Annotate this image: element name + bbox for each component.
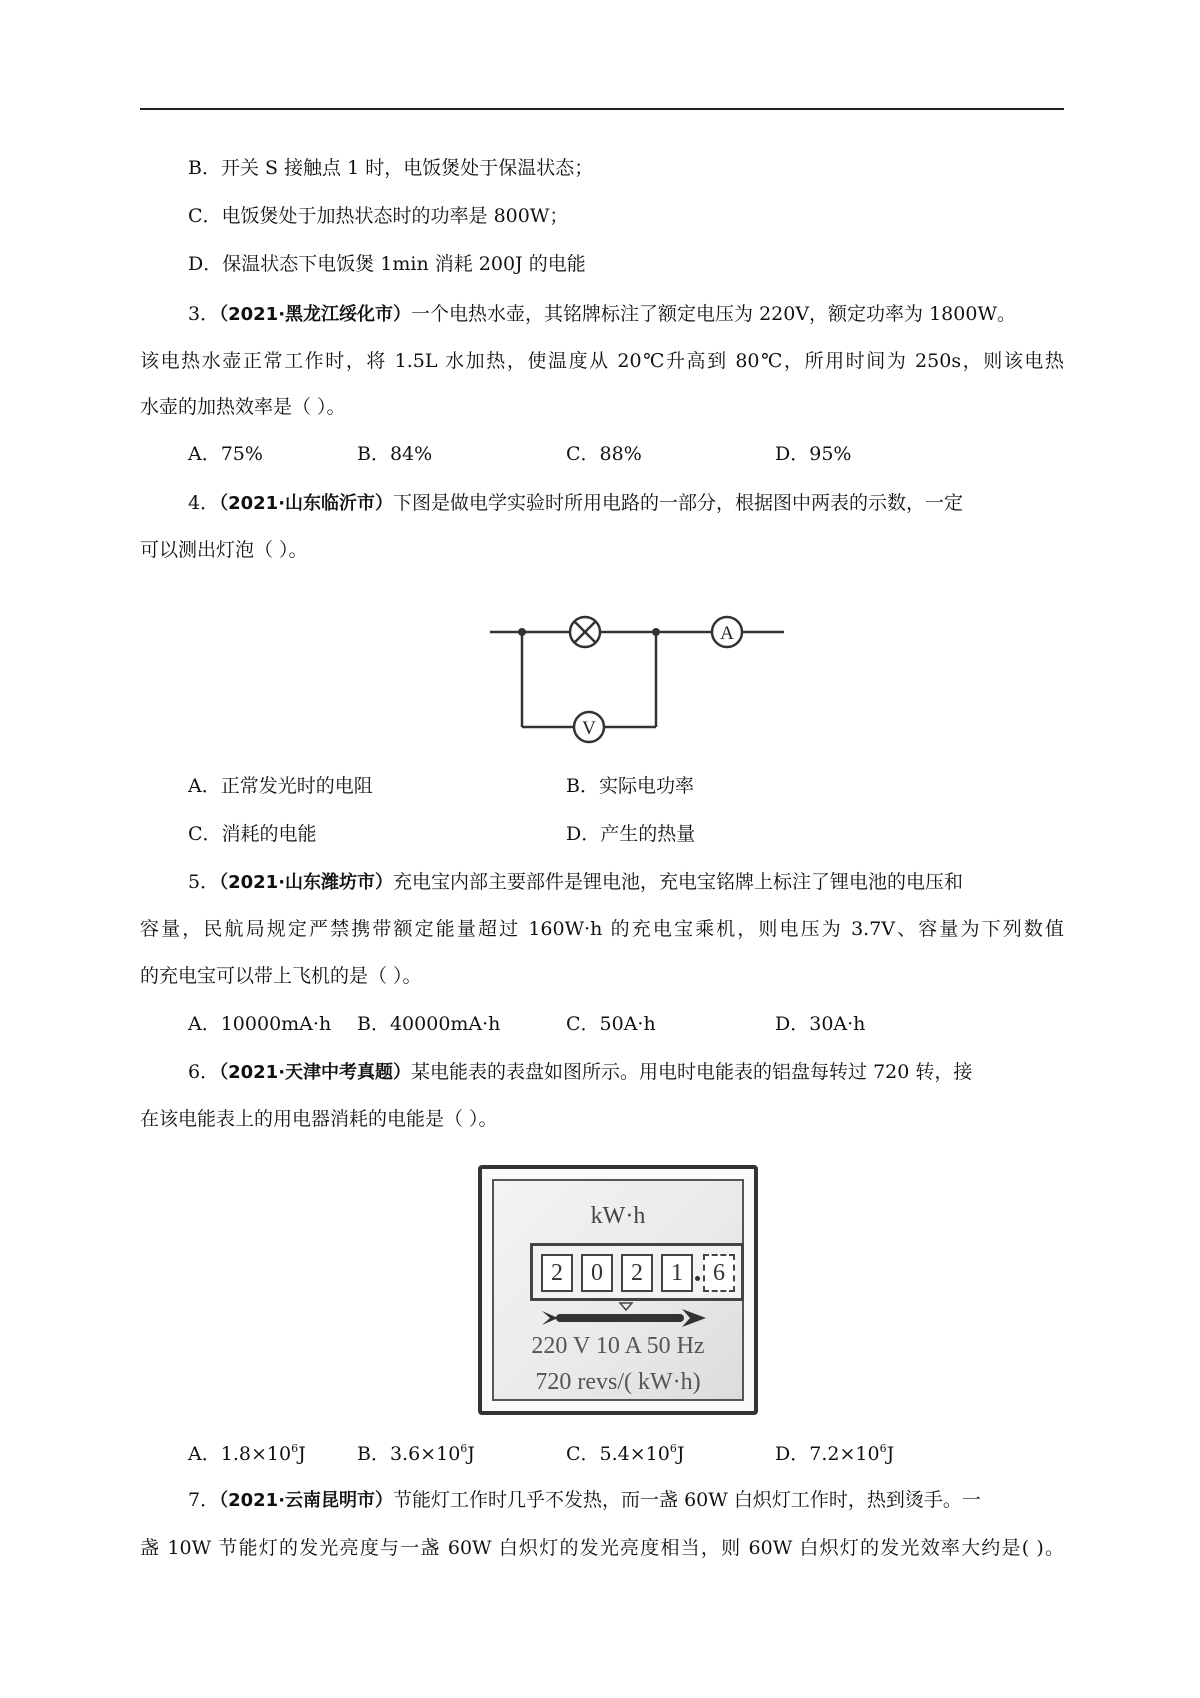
- question-number: 6．: [188, 1061, 220, 1083]
- q3-option-c: C．88%: [566, 443, 642, 465]
- q7-stem-line1: [188, 1486, 981, 1515]
- q4-option-b: B．实际电功率: [566, 775, 694, 797]
- electric-meter-figure: [478, 1165, 758, 1415]
- meter-digit: 1: [661, 1254, 693, 1292]
- q3-option-b: B．84%: [357, 443, 433, 465]
- question-source: （2021·山东潍坊市）: [219, 872, 394, 893]
- meter-decimal-digit: 6: [703, 1254, 735, 1292]
- q7-stem-line2: 盏 10W 节能灯的发光亮度与一盏 60W 白炽灯的发光亮度相当，则 60W 白炽灯的发光效率大约是( )。: [140, 1537, 1064, 1559]
- question-number: 3．: [188, 303, 220, 325]
- junction-dot: [652, 628, 660, 636]
- q5-option-b: B．40000mA·h: [357, 1013, 501, 1035]
- q6-option-c: C．$5.4\times 10^6J$: [566, 1441, 685, 1465]
- q3-stem-line3: 水壶的加热效率是（ ）。: [140, 396, 346, 418]
- q3-option-a: A．75%: [188, 443, 263, 465]
- decimal-point: [695, 1276, 700, 1281]
- voltmeter-label: V: [582, 718, 596, 739]
- ammeter-label: A: [720, 623, 734, 644]
- stem-text: 下图是做电学实验时所用电路的一部分，根据图中两表的示数，一定: [393, 492, 964, 514]
- question-source: （2021·云南昆明市）: [219, 1490, 394, 1511]
- q6-option-d: D．$7.2\times 10^6J$: [775, 1441, 895, 1465]
- stem-text: 充电宝内部主要部件是锂电池，充电宝铭牌上标注了锂电池的电压和: [393, 871, 964, 893]
- q5-stem-line3: 的充电宝可以带上飞机的是（ ）。: [140, 965, 422, 987]
- q4-stem-line1: [188, 489, 963, 518]
- meter-face: [492, 1179, 744, 1401]
- question-source: （2021·山东临沂市）: [219, 493, 394, 514]
- junction-dot: [518, 628, 526, 636]
- q5-option-d: D．30A·h: [775, 1013, 866, 1035]
- q3-stem-line1: [188, 300, 1016, 329]
- q3-option-d: D．95%: [775, 443, 852, 465]
- meter-digit: 0: [581, 1254, 613, 1292]
- meter-frame: [478, 1165, 758, 1415]
- q4-option-d: D．产生的热量: [566, 823, 696, 845]
- question-number: 5．: [188, 871, 220, 893]
- q2-option-b: B．开关 S 接触点 1 时，电饭煲处于保温状态；: [188, 157, 594, 179]
- stem-text: 节能灯工作时几乎不发热，而一盏 60W 白炽灯工作时，热到烫手。一: [393, 1489, 981, 1511]
- meter-digit: 2: [621, 1254, 653, 1292]
- stem-text: 一个电热水壶，其铭牌标注了额定电压为 220V，额定功率为 1800W。: [411, 303, 1016, 325]
- meter-digit-window: [530, 1243, 744, 1301]
- question-number: 7．: [188, 1489, 220, 1511]
- q2-option-c: C．电饭煲处于加热状态时的功率是 800W；: [188, 205, 569, 227]
- question-number: 4．: [188, 492, 220, 514]
- q6-stem-line2: 在该电能表上的用电器消耗的电能是（ ）。: [140, 1108, 498, 1130]
- meter-constant: 720 revs/( kW·h): [535, 1369, 701, 1395]
- header-rule: [140, 108, 1064, 110]
- meter-unit: kW·h: [590, 1203, 646, 1229]
- q6-option-b: B．$3.6\times 10^6J$: [357, 1441, 475, 1465]
- q4-option-a: A．正常发光时的电阻: [188, 775, 373, 797]
- q5-option-c: C．50A·h: [566, 1013, 656, 1035]
- q2-option-d: D．保温状态下电饭煲 1min 消耗 200J 的电能: [188, 253, 586, 275]
- q5-stem-line2: 容量，民航局规定严禁携带额定能量超过 160W·h 的充电宝乘机，则电压为 3.7V、容量为下列数值: [140, 918, 1064, 940]
- q6-option-a: A．$1.8\times 10^6J$: [188, 1441, 306, 1465]
- rotating-disc-icon: [534, 1301, 714, 1331]
- stem-text: 某电能表的表盘如图所示。用电时电能表的铝盘每转过 720 转，接: [411, 1061, 973, 1083]
- q3-stem-line2: 该电热水壶正常工作时，将 1.5L 水加热，使温度从 20℃升高到 80℃，所用时间为 250s，则该电热: [140, 350, 1064, 372]
- q4-stem-line2: 可以测出灯泡（ ）。: [140, 539, 308, 561]
- circuit-diagram: [490, 605, 790, 765]
- question-source: （2021·天津中考真题）: [219, 1062, 412, 1083]
- question-source: （2021·黑龙江绥化市）: [219, 304, 412, 325]
- meter-rating: 220 V 10 A 50 Hz: [531, 1333, 705, 1359]
- q6-stem-line1: [188, 1058, 972, 1087]
- q5-option-a: A．10000mA·h: [188, 1013, 332, 1035]
- q5-stem-line1: [188, 868, 963, 897]
- meter-digit: 2: [541, 1254, 573, 1292]
- q4-option-c: C．消耗的电能: [188, 823, 317, 845]
